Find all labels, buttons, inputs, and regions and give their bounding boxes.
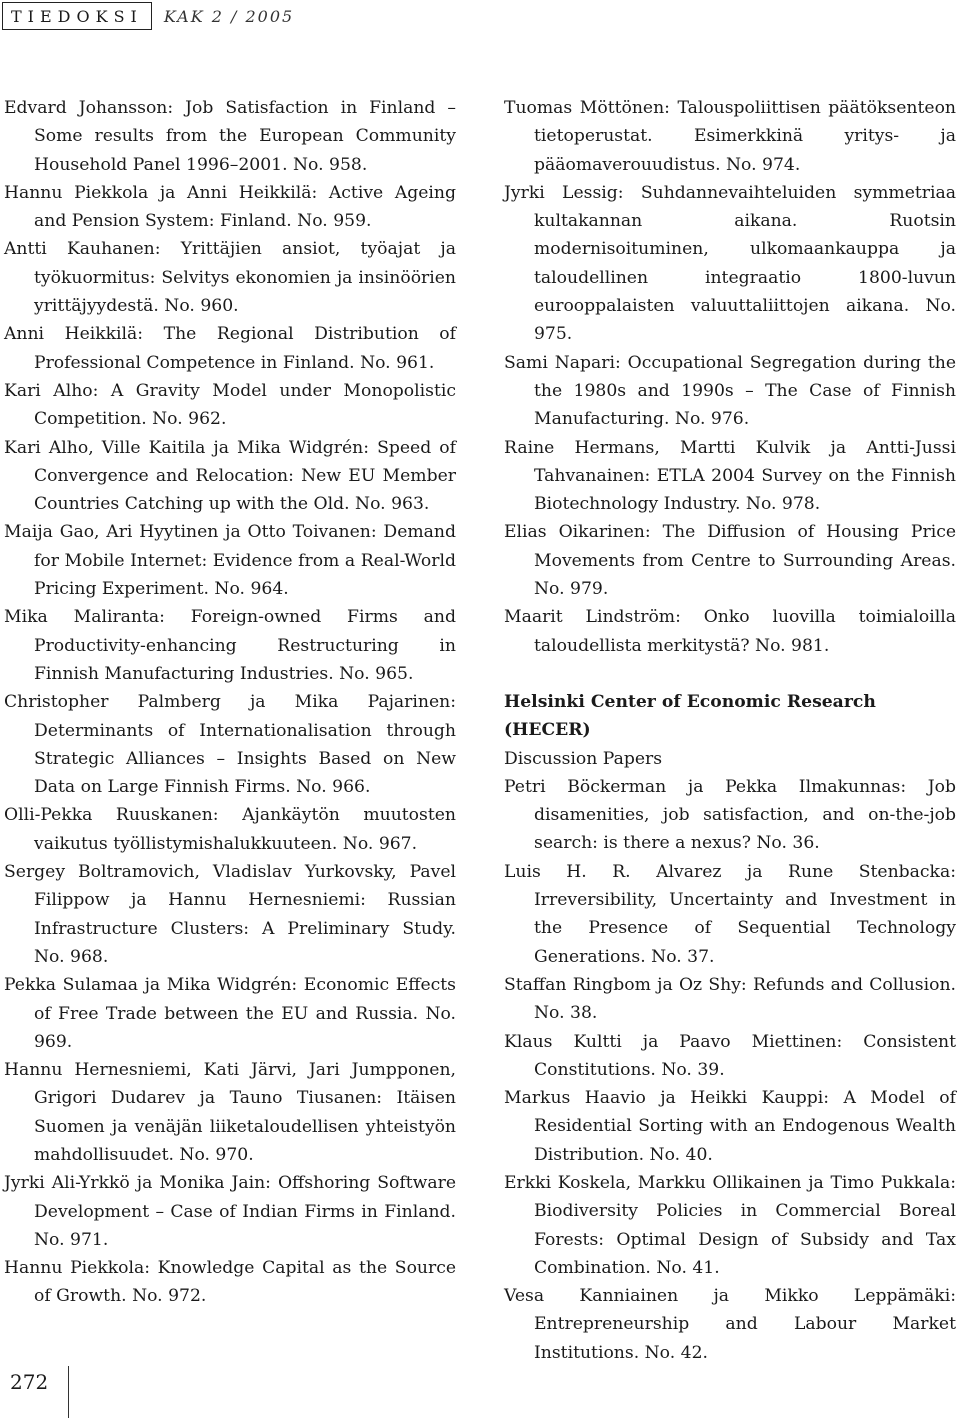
publication-entry: Maarit Lindström: Onko luovilla toimialoilla taloudellista merkitystä? No. 981. <box>504 607 956 656</box>
journal-name: TIEDOKSI <box>2 2 152 30</box>
publication-entry: Vesa Kanniainen ja Mikko Leppämäki: Entrepreneurship and Labour Market Institutions. No. 42. <box>504 1286 956 1363</box>
publication-entry: Staffan Ringbom ja Oz Shy: Refunds and Collusion. No. 38. <box>504 974 956 1024</box>
issue-label: KAK 2 / 2005 <box>163 6 295 26</box>
publication-entry: Jyrki Lessig: Suhdannevaihteluiden symmetriaa kultakannan aikana. Ruotsin modernisoituminen, ulkomaankauppa ja taloudellinen integraatio 1800-luvun eurooppalaisten valuuttaliittojen aikana. No. 975. <box>504 182 956 345</box>
hecer-section-title <box>504 688 956 745</box>
publication-entry: Jyrki Ali-Yrkkö ja Monika Jain: Offshoring Software Development – Case of Indian Firms in Finland. No. 971. <box>4 1173 456 1250</box>
hecer-subtitle: Discussion Papers <box>504 748 663 769</box>
publication-entry: Maija Gao, Ari Hyytinen ja Otto Toivanen: Demand for Mobile Internet: Evidence from a Real-World Pricing Experiment. No. 964. <box>4 522 456 600</box>
publication-entry: Hannu Piekkola: Knowledge Capital as the Source of Growth. No. 972. <box>4 1258 456 1307</box>
publication-entry: Klaus Kultti ja Paavo Miettinen: Consistent Constitutions. No. 39. <box>504 1031 956 1080</box>
publication-entry: Sergey Boltramovich, Vladislav Yurkovsky, Pavel Filippow ja Hannu Hernesniemi: Russian Infrastructure Clusters: A Preliminary Study. No. 968. <box>4 862 456 967</box>
publication-entry: Erkki Koskela, Markku Ollikainen ja Timo Pukkala: Biodiversity Policies in Commercial Boreal Forests: Optimal Design of Subsidy and Tax Combination. No. 41. <box>504 1172 956 1278</box>
publication-entry: Mika Maliranta: Foreign-owned Firms and Productivity-enhancing Restructuring in Finnish Manufacturing Industries. No. 965. <box>4 607 456 684</box>
page-footer <box>0 1358 960 1418</box>
page-number: 272 <box>10 1370 49 1394</box>
footer-divider <box>68 1366 69 1418</box>
publication-entry: Tuomas Möttönen: Talouspoliittisen päätöksenteon tietoperustat. Esimerkkinä yritys- ja pääomaverouudistus. No. 974. <box>504 98 956 175</box>
publication-entry: Anni Heikkilä: The Regional Distribution of Professional Competence in Finland. No. 961. <box>4 324 456 373</box>
hecer-title-abbrev: (HECER) <box>504 720 591 741</box>
publication-entry: Edvard Johansson: Job Satisfaction in Finland – Some results from the European Community Household Panel 1996–2001. No. 958. <box>4 98 456 175</box>
publication-entry: Kari Alho: A Gravity Model under Monopolistic Competition. No. 962. <box>4 380 456 430</box>
publication-entry: Pekka Sulamaa ja Mika Widgrén: Economic Effects of Free Trade between the EU and Russia. No. 969. <box>4 975 456 1052</box>
publication-entry: Raine Hermans, Martti Kulvik ja Antti-Jussi Tahvanainen: ETLA 2004 Survey on the Finnish Biotechnology Industry. No. 978. <box>504 437 956 515</box>
publication-entry: Olli-Pekka Ruuskanen: Ajankäytön muutosten vaikutus työllistymishalukkuuteen. No. 967. <box>4 805 456 854</box>
publication-entry: Markus Haavio ja Heikki Kauppi: A Model of Residential Sorting with an Endogenous Wealth Distribution. No. 40. <box>504 1088 956 1165</box>
publication-entry: Luis H. R. Alvarez ja Rune Stenbacka: Irreversibility, Uncertainty and Investment in the Presence of Sequential Technology Generations. No. 37. <box>504 861 956 967</box>
running-header <box>0 0 960 32</box>
publication-entry: Sami Napari: Occupational Segregation during the the 1980s and 1990s – The Case of Finnish Manufacturing. No. 976. <box>504 352 956 430</box>
right-column <box>504 94 956 1367</box>
left-column <box>4 94 456 1311</box>
hecer-title-line: Helsinki Center of Economic Research <box>504 691 876 712</box>
publication-entry: Christopher Palmberg ja Mika Pajarinen: Determinants of Internationalisation through Strategic Alliances – Insights Based on New Data on Large Finnish Firms. No. 966. <box>4 692 456 798</box>
publication-entry: Hannu Piekkola ja Anni Heikkilä: Active Ageing and Pension System: Finland. No. 959. <box>4 182 456 232</box>
publication-entry: Hannu Hernesniemi, Kati Järvi, Jari Jumpponen, Grigori Dudarev ja Tauno Tiusanen: Itäisen Suomen ja venäjän liiketaloudellisen yhteistyön mahdollisuudet. No. 970. <box>4 1060 456 1165</box>
publication-entry: Antti Kauhanen: Yrittäjien ansiot, työajat ja työkuormitus: Selvitys ekonomien ja insinöörien yrittäjyydestä. No. 960. <box>4 239 456 317</box>
publication-entry: Petri Böckerman ja Pekka Ilmakunnas: Job disamenities, job satisfaction, and on-the-job search: is there a nexus? No. 36. <box>504 776 956 854</box>
publication-entry: Elias Oikarinen: The Diffusion of Housing Price Movements from Centre to Surrounding Areas. No. 979. <box>504 522 956 600</box>
publication-entry: Kari Alho, Ville Kaitila ja Mika Widgrén: Speed of Convergence and Relocation: New EU Member Countries Catching up with the Old. No. 963. <box>4 437 456 515</box>
